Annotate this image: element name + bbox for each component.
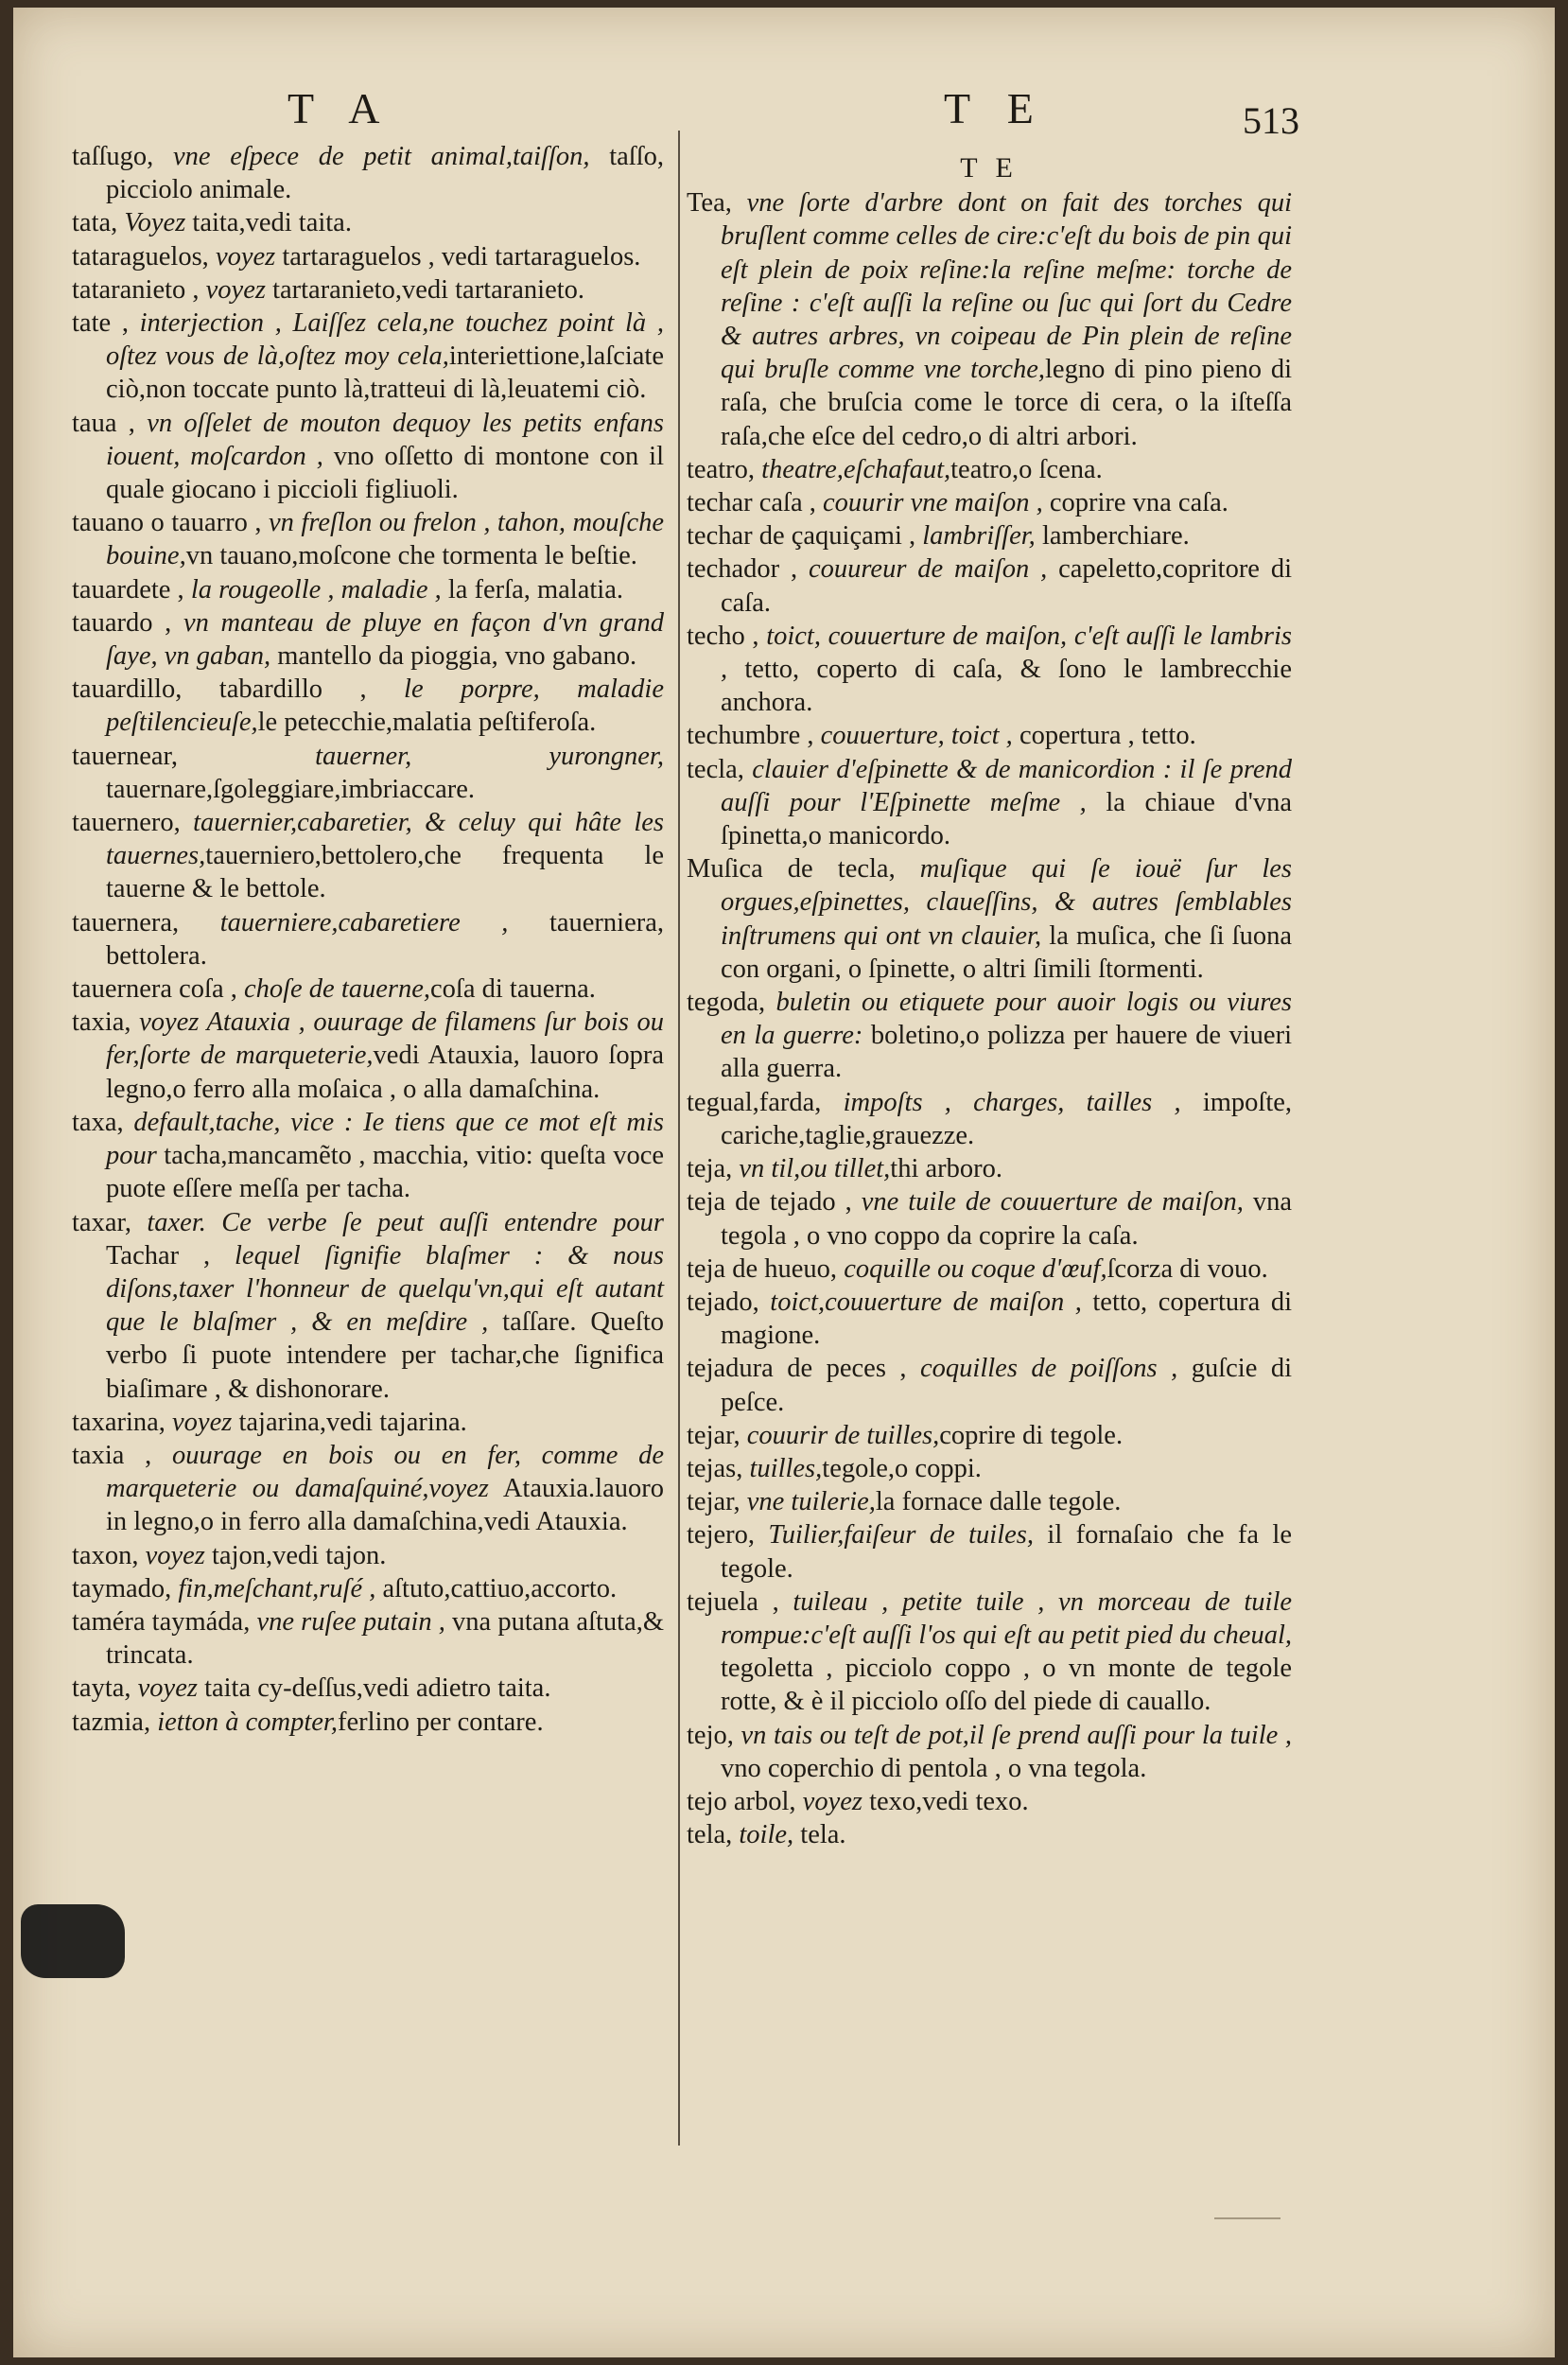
entry-term: taua , [72,408,135,438]
entry-italian: vn tauano,moſcone che tormenta le beſtie. [185,541,637,571]
dictionary-entry [687,719,1292,752]
entry-french: voyez Atauxia , ouurage de filamens ſur bois ou fer,ſorte de marqueterie, [106,1007,664,1071]
entry-italian: vno coperchio di pentola , o vna tegola. [721,1753,1147,1783]
dictionary-entry [687,1818,1292,1851]
entry-term: taxar, [72,1207,131,1237]
dictionary-entry [72,1006,664,1106]
entry-french: tauerniere,cabaretiere , [219,907,509,937]
entry-italian: taſſo, picciolo animale. [106,142,664,205]
entry-term: taxa, [72,1107,124,1137]
entry-french: toile, [739,1820,794,1850]
dictionary-entry [687,852,1292,986]
entry-term: techador , [687,554,798,585]
dictionary-entry [687,1518,1292,1585]
entry-french: vne ſorte d'arbre dont on fait des torches qui bruſlent comme celles de cire:c'eſt du bois de pin qui eſt plein de poix reſine:la reſine meſme: torche de reſine : c'eſt auſſi la reſine ou ſuc qui ſort du Cedre & autres arbres, vn coipeau de Pin plein de reſine qui bruſle comme vne torche, [721,188,1292,385]
dictionary-entry [72,906,664,972]
entry-french: lambriſſer, [922,521,1036,552]
entry-french: theatre,eſchafaut, [761,454,951,484]
entry-italian: tartaraguelos , vedi tartaraguelos. [275,241,641,272]
entry-italian: le petecchie,malatia peſtiferoſa. [257,708,597,738]
dictionary-entry [72,206,664,239]
entry-french: vne eſpece de petit animal,taiſſon, [172,142,590,171]
entry-french: vne tuile de couuerture de maiſon, [861,1187,1244,1218]
entry-italian: tajon,vedi tajon. [204,1540,387,1570]
entry-italian: Tachar , [106,1240,235,1270]
dictionary-entry [72,1106,664,1206]
entry-term: tata, [72,208,118,238]
dictionary-entry [687,186,1292,453]
dictionary-entry [687,1452,1292,1485]
entry-italian: copertura , tetto. [1012,721,1196,751]
entry-italian: coprire vna caſa. [1042,488,1228,518]
page-number: 513 [1243,99,1299,142]
dictionary-entry [72,573,664,606]
signature-mark [1214,2195,1281,2219]
right-subheader: T E [960,152,1019,184]
entry-term: teja de hueuo, [687,1253,838,1284]
entry-term: tela, [687,1820,733,1850]
entry-italian: la chiaue d'vna ſpinetta,o manicordo. [721,787,1292,851]
entry-italian: tajarina,vedi tajarina. [232,1407,467,1437]
entry-french: vn tais ou teſt de pot,il ſe prend auſſi pour la tuile , [740,1720,1293,1750]
entry-term: taméra taymáda, [72,1606,251,1637]
dictionary-entry [72,1206,664,1406]
entry-french: ietton à compter, [157,1707,338,1737]
entry-french: couuerture, toict , [820,721,1013,751]
entry-french: buletin ou etiquete pour auoir logis ou viures en la guerre: [721,988,1293,1051]
entry-french: voyez [215,241,276,272]
entry-term: tegoda, [687,988,766,1018]
entry-term: tauardete , [72,574,184,604]
entry-italian: coprire di tegole. [939,1420,1124,1450]
left-column-header: T A [287,84,393,132]
dictionary-entry [72,1605,664,1672]
dictionary-entry [687,1585,1292,1719]
entry-french: voyez [802,1786,862,1816]
column-divider [678,131,680,2146]
entry-term: techo , [687,621,759,651]
entry-italian: ſcorza di vouo. [1106,1253,1268,1284]
entry-italian: mantello da pioggia, vno gabano. [270,641,637,672]
entry-italian: thi arboro. [890,1154,1003,1184]
entry-italian: taita,vedi taita. [185,208,352,238]
entry-italian: il fornaſaio che fa le tegole. [721,1520,1292,1584]
dictionary-entry [687,1719,1292,1785]
entry-term: tejadura de peces , [687,1354,907,1384]
entry-italian: tetto, coperto di caſa, & ſono le lambrecchie anchora. [721,655,1292,718]
dictionary-page [13,8,1555,2357]
entry-term: tate , [72,308,129,339]
dictionary-entry [72,1706,664,1739]
right-column [687,151,1292,1851]
entry-term: tejado, [687,1287,759,1317]
entry-french: toict,couuerture de maiſon , [770,1287,1082,1317]
entry-french: interjection , Laiſſez cela,ne touchez point là , oſtez vous de là,oſtez moy cela, [106,308,664,372]
entry-italian: tetto, copertura di magione. [721,1287,1292,1351]
entry-italian: boletino,o polizza per hauere de viueri alla guerra. [721,1021,1292,1084]
entry-term: teatro, [687,454,756,484]
entry-term: tataranieto , [72,274,200,305]
entry-french: vne tuilerie, [746,1487,876,1517]
entry-term: taſſugo, [72,142,154,171]
entry-french: couurir de tuilles, [746,1420,940,1450]
entry-french: vn manteau de pluye en façon d'vn grand ſaye, vn gaban, [106,607,664,672]
entry-french: muſique qui ſe iouë ſur les orgues,eſpinettes, claueſſins, & autres ſemblables inſtrumens qui ont vn clauier, [721,854,1292,951]
entry-term: tejero, [687,1520,756,1550]
entry-french: vn freſlon ou frelon , tahon, mouſche bouine, [106,508,665,571]
entry-term: tayta, [72,1673,131,1704]
entry-italian: coſa di tauerna. [430,974,596,1005]
entry-term: tauernear, [72,741,178,771]
entry-term: tauernera coſa , [72,974,237,1005]
entry-italian: tegoletta , picciolo coppo , o vn monte de tegole rotte, & è il picciolo oſſo del piede di cauallo. [721,1654,1292,1717]
entry-italian: ferlino per contare. [337,1707,544,1737]
left-column [72,140,664,1739]
entry-french: impoſts , charges, tailles , [843,1087,1181,1117]
entry-french: la rougeolle , maladie , [190,574,442,604]
entry-italian: Atauxia.lauoro in legno,o in ferro alla damaſchina,vedi Atauxia. [106,1474,664,1537]
entry-italian: legno di pino pieno di raſa, che bruſcia come le torce di cera, o la iſteſſa raſa,che eſce del cedro,o di altri arbori. [721,355,1292,451]
dictionary-entry [687,1152,1292,1185]
entry-italian: tartaranieto,vedi tartaranieto. [265,274,585,305]
entry-italian: tauernare,ſgoleggiare,imbriaccare. [106,774,476,804]
dictionary-entry [687,1286,1292,1352]
entry-term: tauernero, [72,808,181,838]
dictionary-entry [687,1352,1292,1418]
entry-italian: tauerniero,bettolero,che frequenta le tauerne & le bettole. [106,841,664,904]
entry-term: tataraguelos, [72,241,209,272]
entry-italian: aſtuto,cattiuo,accorto. [375,1573,618,1603]
entry-italian: tacha,mancamẽto , macchia, vitio: queſta voce puote eſſere meſſa per tacha. [106,1141,664,1204]
dictionary-entry [72,273,664,307]
entry-term: tazmia, [72,1707,151,1737]
entry-french: ouurage en bois ou en fer, comme de marqueterie ou damaſquiné,voyez [106,1440,664,1504]
entry-term: tejo arbol, [687,1786,796,1816]
entry-french: voyez [205,274,266,305]
entry-term: teja de tejado , [687,1187,852,1218]
entry-french: Voyez [124,208,186,238]
entry-french: taxer. Ce verbe ſe peut auſſi entendre pour [147,1207,665,1237]
dictionary-entry [72,1406,664,1439]
entry-term: tejar, [687,1487,740,1517]
entry-term: taxia , [72,1440,152,1470]
entry-italian: vno oſſetto di montone con il quale giocano i piccioli figliuoli. [106,441,664,505]
entry-term: taxarina, [72,1407,166,1437]
dictionary-entry [72,673,664,739]
dictionary-entry [687,620,1292,720]
entry-term: tecla, [687,754,744,784]
entry-italian: taſſare. Queſto verbo ſi puote intendere per tachar,che ſignifica biaſimare , & dishonorare. [106,1307,664,1404]
entry-term: techumbre , [687,721,814,751]
entry-french: voyez [137,1673,198,1704]
entry-french: toict, couuerture de maiſon, c'eſt auſſi le lambris , [721,621,1292,685]
entry-term: tauano o tauarro , [72,508,262,538]
entry-french: coquille ou coque d'œuf, [844,1253,1107,1284]
dictionary-entry [72,740,664,806]
entry-italian: vedi Atauxia, lauoro ſopra legno,o ferro alla moſaica , o alla damaſchina. [106,1041,664,1104]
entry-french: fin,meſchant,ruſé , [178,1573,376,1603]
entry-italian: tauerniera, bettolera. [106,907,664,971]
dictionary-entry [72,1539,664,1572]
entry-italian: la muſica, che ſi ſuona con organi, o ſpinette, o altri ſimili ſtormenti. [721,920,1292,984]
dictionary-entry [687,986,1292,1086]
dictionary-entry [72,1572,664,1605]
entry-french: choſe de tauerne, [243,974,431,1005]
entry-french: tuileau , petite tuile , vn morceau de tuile rompue:c'eſt auſſi l'os qui eſt au petit pied du cheual, [721,1586,1293,1650]
dictionary-entry [687,1485,1292,1518]
entry-italian: vna putana aſtuta,& trincata. [106,1606,665,1671]
dictionary-entry [687,1185,1292,1252]
entry-french: couureur de maiſon , [808,554,1048,585]
entry-italian: taita cy-deſſus,vedi adietro taita. [197,1673,551,1704]
dictionary-entry [72,606,664,673]
dictionary-entry [72,140,664,206]
entry-term: techar caſa , [687,488,816,518]
entry-italian: capeletto,copritore di caſa. [721,554,1292,618]
dictionary-entry [687,552,1292,619]
entry-french: vne ruſee putain , [256,1606,445,1637]
entry-italian: la ferſa, malatia. [441,574,623,604]
entry-italian: impoſte, cariche,taglie,grauezze. [721,1087,1293,1150]
entry-french: tauerner, yurongner, [315,741,664,771]
dictionary-entry [72,506,664,572]
dictionary-entry [687,453,1292,486]
entry-french: voyez [145,1540,205,1570]
entry-french: clauier d'eſpinette & de manicordion : il ſe prend auſſi pour l'Eſpinette meſme , [721,754,1292,817]
ink-blot [21,1904,125,1978]
entry-italian: texo,vedi texo. [862,1786,1029,1816]
entry-french: tuilles, [749,1453,823,1483]
dictionary-entry [687,519,1292,552]
entry-term: tauardo , [72,607,172,638]
entry-term: tauernera, [72,907,180,937]
entry-term: teja, [687,1154,733,1184]
dictionary-entry [72,307,664,407]
dictionary-entry [72,806,664,906]
dictionary-entry [687,1253,1292,1286]
entry-term: tegual,farda, [687,1087,822,1117]
entry-french: couurir vne maiſon , [822,488,1043,518]
entry-french: tauernier,cabaretier, & celuy qui hâte les tauernes, [106,808,665,871]
entry-term: tauardillo, tabardillo , [72,674,367,705]
entry-italian: vna tegola , o vno coppo da coprire la caſa. [721,1187,1293,1251]
entry-term: Tea, [687,188,732,219]
dictionary-entry [687,753,1292,853]
entry-italian: tegole,o coppi. [822,1453,982,1483]
entry-french: default,tache, vice : Ie tiens que ce mot eſt mis pour [106,1107,665,1171]
entry-term: tejuela , [687,1586,779,1617]
entry-french: vn til,ou tillet, [739,1154,891,1184]
entry-term: taymado, [72,1573,172,1603]
entry-italian: la fornace dalle tegole. [875,1487,1122,1517]
entry-italian: lamberchiare. [1035,521,1190,552]
dictionary-entry [687,1419,1292,1452]
dictionary-entry [72,1672,664,1705]
dictionary-entry [72,407,664,507]
dictionary-entry [687,486,1292,519]
entry-french: vn oſſelet de mouton dequoy les petits enfans iouent, moſcardon , [106,408,665,471]
dictionary-entry [72,1439,664,1539]
entry-french: lequel ſignifie blaſmer : & nous diſons,taxer l'honneur de quelqu'vn,qui eſt autant que le blaſmer , & en meſdire , [106,1240,664,1338]
dictionary-entry [72,972,664,1006]
entry-french: le porpre, maladie peſtilencieuſe, [106,674,664,738]
entry-term: tejo, [687,1720,734,1750]
dictionary-entry [687,1086,1292,1152]
entry-italian: teatro,o ſcena. [950,454,1103,484]
dictionary-entry [72,240,664,273]
entry-italian: interiettione,laſciate ciò,non toccate punto là,tratteui di là,leuatemi ciò. [106,342,664,405]
dictionary-entry [687,1785,1292,1818]
entry-italian: tela. [793,1820,846,1850]
entry-term: Muſica de tecla, [687,854,896,885]
entry-term: taxia, [72,1007,131,1038]
entry-term: taxon, [72,1540,139,1570]
entry-term: techar de çaquiçami , [687,521,916,552]
entry-french: voyez [172,1407,233,1437]
entry-french: Tuilier,faiſeur de tuiles, [768,1520,1034,1550]
entry-term: tejas, [687,1453,743,1483]
right-column-header: T E [944,84,1047,132]
entry-term: tejar, [687,1420,740,1450]
entry-french: coquilles de poiſſons , [920,1354,1178,1384]
entry-italian: guſcie di peſce. [721,1354,1293,1417]
